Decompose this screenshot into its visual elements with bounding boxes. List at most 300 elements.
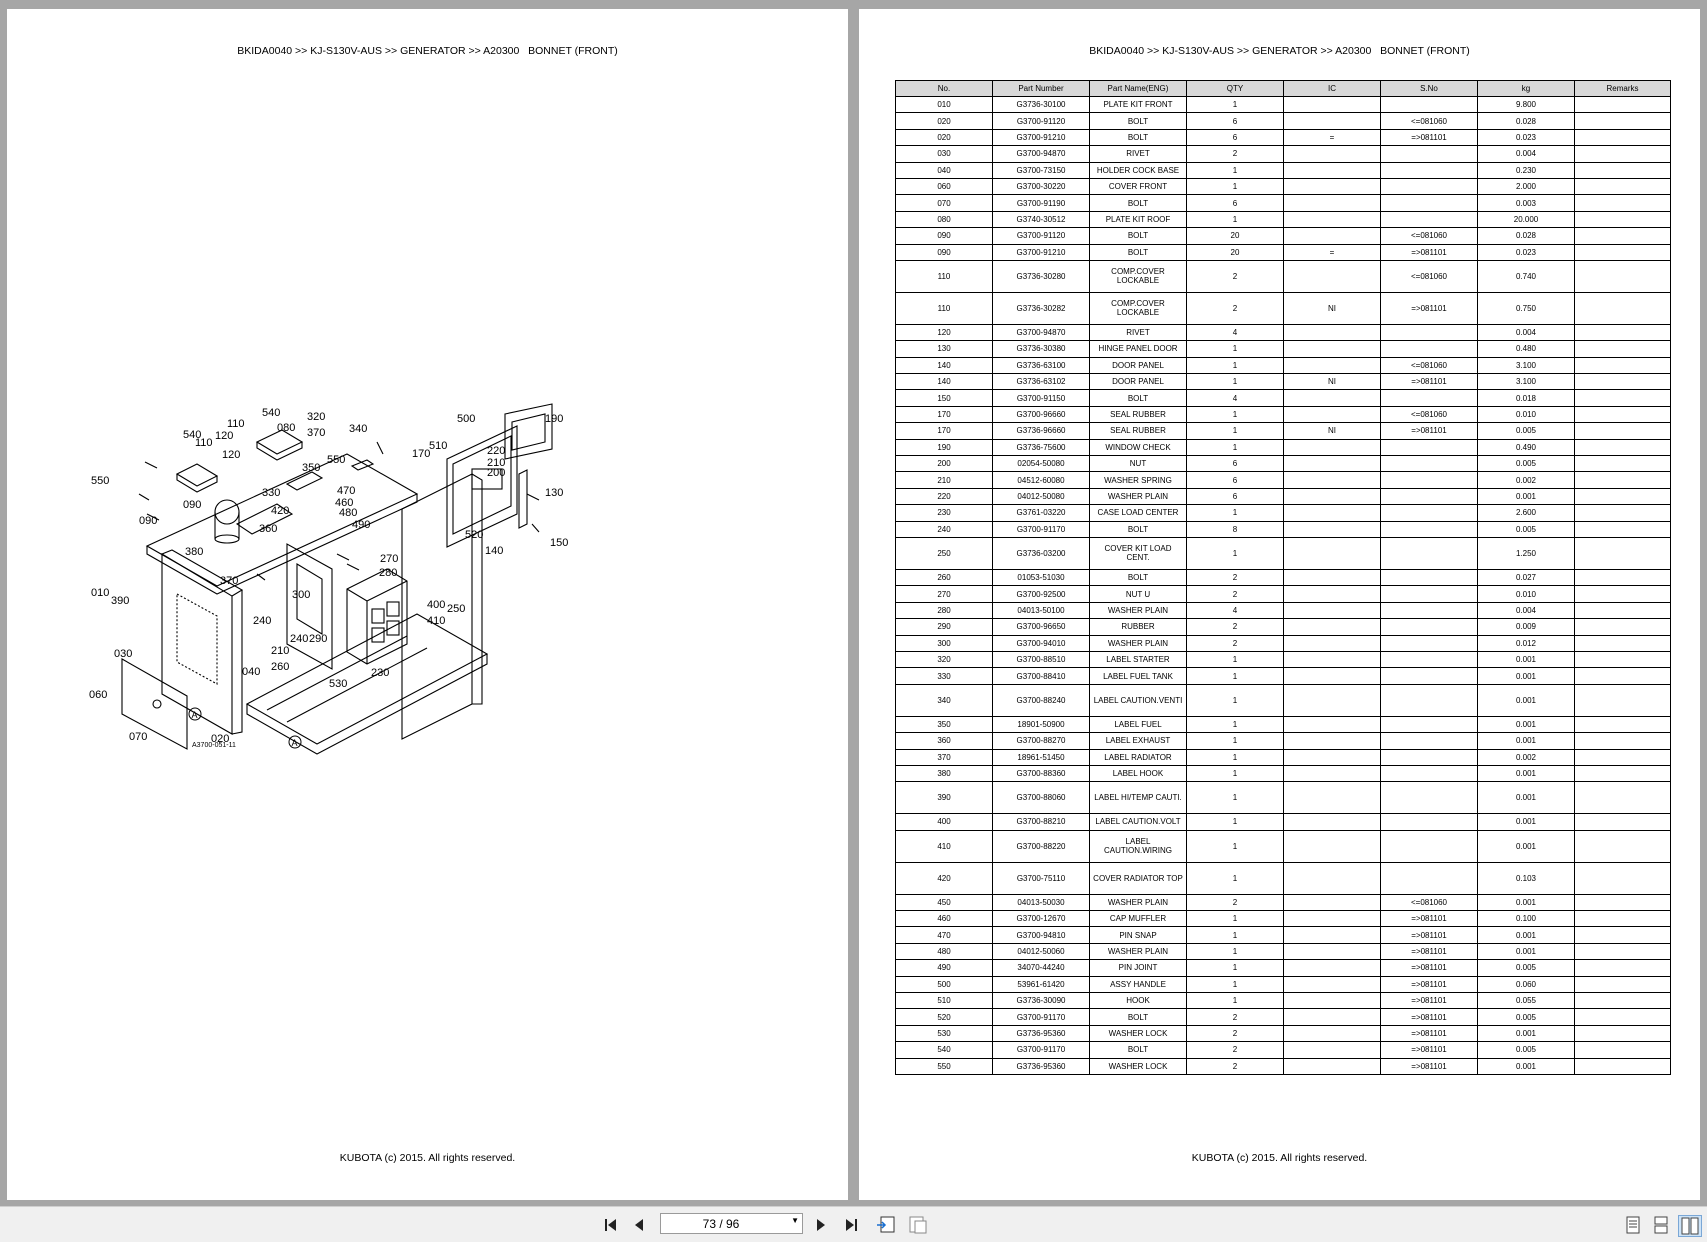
part-callout-320: 320 <box>307 411 326 423</box>
table-cell: 34070-44240 <box>993 960 1090 976</box>
table-cell: WASHER PLAIN <box>1090 894 1187 910</box>
table-cell <box>1575 911 1671 927</box>
part-callout-250: 250 <box>447 603 466 615</box>
reference-marker-label: A <box>191 710 198 720</box>
table-cell: 340 <box>896 684 993 716</box>
table-row <box>896 324 1671 340</box>
table-cell: 0.004 <box>1478 602 1575 618</box>
table-cell: WASHER PLAIN <box>1090 602 1187 618</box>
table-cell: G3700-30220 <box>993 178 1090 194</box>
table-cell: 190 <box>896 439 993 455</box>
table-cell: 0.002 <box>1478 749 1575 765</box>
table-cell <box>1575 505 1671 521</box>
last-page-icon[interactable] <box>840 1215 862 1235</box>
part-callout-300: 300 <box>292 589 311 601</box>
table-cell: 140 <box>896 357 993 373</box>
table-row <box>896 651 1671 667</box>
table-cell: G3700-88410 <box>993 668 1090 684</box>
fit-width-icon[interactable] <box>907 1215 929 1235</box>
table-cell: 2 <box>1187 292 1284 324</box>
table-row <box>896 894 1671 910</box>
table-cell <box>1575 862 1671 894</box>
table-cell: G3761-03220 <box>993 505 1090 521</box>
table-cell: 270 <box>896 586 993 602</box>
table-cell: 150 <box>896 390 993 406</box>
table-cell: 0.001 <box>1478 668 1575 684</box>
part-callout-530: 530 <box>329 678 348 690</box>
table-cell: NI <box>1284 423 1381 439</box>
part-callout-510: 510 <box>429 440 448 452</box>
table-row <box>896 178 1671 194</box>
table-cell <box>1284 439 1381 455</box>
table-cell: =>081101 <box>1381 129 1478 145</box>
table-row <box>896 976 1671 992</box>
table-cell <box>1284 324 1381 340</box>
table-cell: 6 <box>1187 113 1284 129</box>
table-cell <box>1284 782 1381 814</box>
table-cell: =>081101 <box>1381 960 1478 976</box>
table-row <box>896 244 1671 260</box>
table-cell <box>1284 472 1381 488</box>
table-cell <box>1284 260 1381 292</box>
table-cell: 04013-50100 <box>993 602 1090 618</box>
table-cell: 090 <box>896 244 993 260</box>
table-row <box>896 195 1671 211</box>
table-cell <box>1284 619 1381 635</box>
table-cell: G3700-91210 <box>993 129 1090 145</box>
table-cell: 350 <box>896 716 993 732</box>
table-cell <box>1575 1058 1671 1074</box>
table-row <box>896 1009 1671 1025</box>
table-row <box>896 292 1671 324</box>
table-cell: PIN JOINT <box>1090 960 1187 976</box>
table-cell <box>1575 292 1671 324</box>
table-cell <box>1381 684 1478 716</box>
table-cell <box>1381 178 1478 194</box>
part-callout-550: 550 <box>327 454 346 466</box>
single-page-view-icon[interactable] <box>1622 1215 1644 1235</box>
table-cell: 0.001 <box>1478 782 1575 814</box>
table-cell: 1 <box>1187 97 1284 113</box>
table-cell: 550 <box>896 1058 993 1074</box>
table-cell: G3736-30090 <box>993 993 1090 1009</box>
table-cell: <=081060 <box>1381 113 1478 129</box>
table-cell <box>1575 814 1671 830</box>
part-callout-090: 090 <box>183 499 202 511</box>
table-row <box>896 765 1671 781</box>
table-cell: 0.005 <box>1478 423 1575 439</box>
table-cell: 2 <box>1187 260 1284 292</box>
part-callout-350: 350 <box>302 462 321 474</box>
table-cell: =>081101 <box>1381 1025 1478 1041</box>
table-cell <box>1575 146 1671 162</box>
table-cell <box>1284 341 1381 357</box>
part-callout-330: 330 <box>262 487 281 499</box>
table-row <box>896 97 1671 113</box>
part-callout-480: 480 <box>339 507 358 519</box>
table-cell <box>1381 537 1478 569</box>
table-cell: HOLDER COCK BASE <box>1090 162 1187 178</box>
table-cell: 1 <box>1187 537 1284 569</box>
table-cell: LABEL RADIATOR <box>1090 749 1187 765</box>
table-cell: G3700-88060 <box>993 782 1090 814</box>
table-cell: <=081060 <box>1381 260 1478 292</box>
table-cell: 20 <box>1187 244 1284 260</box>
table-cell: 1 <box>1187 749 1284 765</box>
table-cell: 1 <box>1187 814 1284 830</box>
part-callout-070: 070 <box>129 731 148 743</box>
table-cell: 0.230 <box>1478 162 1575 178</box>
table-cell: <=081060 <box>1381 357 1478 373</box>
table-cell: G3700-96650 <box>993 619 1090 635</box>
table-cell <box>1575 927 1671 943</box>
table-cell: G3736-63102 <box>993 374 1090 390</box>
table-row <box>896 211 1671 227</box>
table-row <box>896 341 1671 357</box>
table-cell: 1 <box>1187 178 1284 194</box>
table-row <box>896 635 1671 651</box>
table-cell: =>081101 <box>1381 943 1478 959</box>
table-header-row <box>896 81 1671 97</box>
prev-page-icon[interactable] <box>628 1215 650 1235</box>
table-cell <box>1575 830 1671 862</box>
table-cell <box>1575 537 1671 569</box>
table-cell <box>1575 374 1671 390</box>
table-cell: 130 <box>896 341 993 357</box>
table-cell <box>1284 195 1381 211</box>
table-cell: 0.750 <box>1478 292 1575 324</box>
table-cell <box>1575 195 1671 211</box>
table-cell: 060 <box>896 178 993 194</box>
table-cell: 1 <box>1187 782 1284 814</box>
table-row <box>896 1042 1671 1058</box>
table-row <box>896 505 1671 521</box>
page-number-box[interactable] <box>660 1213 803 1234</box>
table-cell: BOLT <box>1090 228 1187 244</box>
callout-labels <box>89 407 568 748</box>
table-row <box>896 927 1671 943</box>
table-cell: WASHER PLAIN <box>1090 635 1187 651</box>
table-cell: 0.005 <box>1478 521 1575 537</box>
table-cell: 6 <box>1187 456 1284 472</box>
table-cell: 400 <box>896 814 993 830</box>
table-cell: 320 <box>896 651 993 667</box>
table-cell: =>081101 <box>1381 292 1478 324</box>
table-cell: G3700-91210 <box>993 244 1090 260</box>
table-cell: 1 <box>1187 927 1284 943</box>
table-cell: 230 <box>896 505 993 521</box>
table-cell <box>1381 814 1478 830</box>
table-cell: 240 <box>896 521 993 537</box>
table-cell <box>1284 716 1381 732</box>
table-row <box>896 472 1671 488</box>
table-row <box>896 374 1671 390</box>
part-callout-090: 090 <box>139 515 158 527</box>
table-cell: G3700-94010 <box>993 635 1090 651</box>
table-cell: 0.001 <box>1478 765 1575 781</box>
table-cell: =>081101 <box>1381 1042 1478 1058</box>
table-cell: BOLT <box>1090 244 1187 260</box>
table-cell: DOOR PANEL <box>1090 357 1187 373</box>
table-cell <box>1284 911 1381 927</box>
table-cell <box>1284 211 1381 227</box>
column-header: Remarks <box>1575 81 1671 97</box>
table-row <box>896 357 1671 373</box>
continuous-view-icon[interactable] <box>1650 1215 1672 1235</box>
table-cell: G3700-91170 <box>993 1042 1090 1058</box>
table-cell <box>1575 651 1671 667</box>
pdf-toolbar <box>0 1206 1707 1242</box>
table-cell: 220 <box>896 488 993 504</box>
part-callout-370: 370 <box>220 575 239 587</box>
table-cell <box>1284 749 1381 765</box>
table-cell <box>1284 178 1381 194</box>
table-cell <box>1381 619 1478 635</box>
table-cell: 0.001 <box>1478 927 1575 943</box>
table-cell <box>1284 1009 1381 1025</box>
first-page-icon[interactable] <box>600 1215 622 1235</box>
table-row <box>896 602 1671 618</box>
table-row <box>896 406 1671 422</box>
table-cell: SEAL RUBBER <box>1090 406 1187 422</box>
table-cell: 1 <box>1187 374 1284 390</box>
table-cell: 0.027 <box>1478 569 1575 585</box>
table-cell: 6 <box>1187 472 1284 488</box>
table-cell: 0.740 <box>1478 260 1575 292</box>
table-cell <box>1284 993 1381 1009</box>
table-cell: 090 <box>896 228 993 244</box>
table-cell: 0.055 <box>1478 993 1575 1009</box>
table-row <box>896 488 1671 504</box>
table-cell: WASHER SPRING <box>1090 472 1187 488</box>
table-cell <box>1284 668 1381 684</box>
table-cell: 020 <box>896 129 993 145</box>
table-cell <box>1284 765 1381 781</box>
part-callout-020: 020 <box>211 733 230 745</box>
table-cell: G3736-95360 <box>993 1025 1090 1041</box>
table-cell <box>1284 521 1381 537</box>
part-callout-340: 340 <box>349 423 368 435</box>
table-cell: 450 <box>896 894 993 910</box>
table-cell <box>1381 505 1478 521</box>
table-cell: G3736-75600 <box>993 439 1090 455</box>
table-cell <box>1575 943 1671 959</box>
table-cell: G3736-30282 <box>993 292 1090 324</box>
two-page-view-icon[interactable] <box>1678 1215 1702 1237</box>
table-cell <box>1381 733 1478 749</box>
part-callout-500: 500 <box>457 413 476 425</box>
part-callout-110: 110 <box>195 437 213 449</box>
table-cell: NUT <box>1090 456 1187 472</box>
table-cell: 53961-61420 <box>993 976 1090 992</box>
chevron-down-icon[interactable]: ▼ <box>791 1216 799 1225</box>
table-cell: 1 <box>1187 651 1284 667</box>
table-cell: 1 <box>1187 406 1284 422</box>
table-cell: G3700-92500 <box>993 586 1090 602</box>
table-cell <box>1381 341 1478 357</box>
part-callout-360: 360 <box>259 523 278 535</box>
table-cell <box>1575 668 1671 684</box>
next-page-icon[interactable] <box>810 1215 832 1235</box>
table-cell: 2 <box>1187 1058 1284 1074</box>
table-cell: 2.000 <box>1478 178 1575 194</box>
table-cell: 2 <box>1187 1009 1284 1025</box>
table-cell: 0.003 <box>1478 195 1575 211</box>
right-page <box>859 9 1700 1200</box>
table-cell: 0.018 <box>1478 390 1575 406</box>
part-callout-140: 140 <box>485 545 504 557</box>
page-header: BKIDA0040 >> KJ-S130V-AUS >> GENERATOR >> A20300 BONNET (FRONT) <box>237 45 618 57</box>
table-cell: 1 <box>1187 911 1284 927</box>
table-cell: G3700-94870 <box>993 324 1090 340</box>
table-cell: 8 <box>1187 521 1284 537</box>
table-cell <box>1284 228 1381 244</box>
table-cell: G3700-91120 <box>993 113 1090 129</box>
table-cell <box>1381 569 1478 585</box>
table-cell: LABEL CAUTION.WIRING <box>1090 830 1187 862</box>
table-cell: LABEL HOOK <box>1090 765 1187 781</box>
table-cell: DOOR PANEL <box>1090 374 1187 390</box>
table-cell: 010 <box>896 97 993 113</box>
table-cell <box>1575 1025 1671 1041</box>
table-cell: <=081060 <box>1381 894 1478 910</box>
table-cell: LABEL STARTER <box>1090 651 1187 667</box>
table-cell <box>1381 97 1478 113</box>
table-cell: 1 <box>1187 862 1284 894</box>
table-cell: 470 <box>896 927 993 943</box>
part-callout-540: 540 <box>262 407 281 419</box>
table-cell: LABEL HI/TEMP CAUTI. <box>1090 782 1187 814</box>
table-cell <box>1381 146 1478 162</box>
column-header: Part Name(ENG) <box>1090 81 1187 97</box>
table-cell <box>1575 97 1671 113</box>
table-row <box>896 456 1671 472</box>
table-cell: 030 <box>896 146 993 162</box>
table-cell <box>1575 260 1671 292</box>
table-cell: 4 <box>1187 324 1284 340</box>
part-callout-130: 130 <box>545 487 564 499</box>
table-cell: 4 <box>1187 602 1284 618</box>
table-cell: 2 <box>1187 894 1284 910</box>
table-cell <box>1575 211 1671 227</box>
table-cell <box>1381 195 1478 211</box>
table-cell: 0.001 <box>1478 684 1575 716</box>
table-cell <box>1284 960 1381 976</box>
table-cell: G3700-88220 <box>993 830 1090 862</box>
part-callout-200: 200 <box>487 467 506 479</box>
table-cell <box>1575 423 1671 439</box>
table-cell: G3736-96660 <box>993 423 1090 439</box>
table-cell: 040 <box>896 162 993 178</box>
table-cell: 01053-51030 <box>993 569 1090 585</box>
part-callout-060: 060 <box>89 689 108 701</box>
diagram-code: A3700-051-11 <box>192 742 236 749</box>
table-cell: G3700-91150 <box>993 390 1090 406</box>
table-cell <box>1575 976 1671 992</box>
table-cell: 480 <box>896 943 993 959</box>
table-cell: G3700-88360 <box>993 765 1090 781</box>
table-cell: <=081060 <box>1381 406 1478 422</box>
table-row <box>896 684 1671 716</box>
table-cell <box>1284 1058 1381 1074</box>
table-cell: G3700-88240 <box>993 684 1090 716</box>
table-cell: RIVET <box>1090 146 1187 162</box>
table-cell <box>1381 456 1478 472</box>
table-cell <box>1575 894 1671 910</box>
table-cell <box>1575 1009 1671 1025</box>
table-cell: 2 <box>1187 1042 1284 1058</box>
part-callout-080: 080 <box>277 422 296 434</box>
page-number-input[interactable] <box>661 1214 781 1233</box>
table-cell: 1 <box>1187 341 1284 357</box>
table-cell: G3700-94810 <box>993 927 1090 943</box>
table-cell: =>081101 <box>1381 911 1478 927</box>
table-row <box>896 260 1671 292</box>
table-cell: 2.600 <box>1478 505 1575 521</box>
table-cell: LABEL EXHAUST <box>1090 733 1187 749</box>
table-row <box>896 569 1671 585</box>
table-cell: 070 <box>896 195 993 211</box>
table-cell <box>1381 472 1478 488</box>
part-callout-230: 230 <box>371 667 390 679</box>
table-cell: 020 <box>896 113 993 129</box>
table-cell: 1 <box>1187 162 1284 178</box>
page-footer: KUBOTA (c) 2015. All rights reserved. <box>339 1152 516 1164</box>
table-cell <box>1575 178 1671 194</box>
part-callout-240: 240 <box>253 615 272 627</box>
table-cell: 9.800 <box>1478 97 1575 113</box>
table-cell: 04013-50030 <box>993 894 1090 910</box>
table-cell <box>1284 635 1381 651</box>
table-cell <box>1284 113 1381 129</box>
table-cell: SEAL RUBBER <box>1090 423 1187 439</box>
table-cell: =>081101 <box>1381 976 1478 992</box>
table-cell: CASE LOAD CENTER <box>1090 505 1187 521</box>
table-cell: 4 <box>1187 390 1284 406</box>
table-cell: 0.001 <box>1478 943 1575 959</box>
page-footer: KUBOTA (c) 2015. All rights reserved. <box>1191 1152 1368 1164</box>
table-cell <box>1575 456 1671 472</box>
table-cell: 0.005 <box>1478 960 1575 976</box>
table-cell <box>1575 960 1671 976</box>
table-cell: 460 <box>896 911 993 927</box>
table-cell: RIVET <box>1090 324 1187 340</box>
page-header: BKIDA0040 >> KJ-S130V-AUS >> GENERATOR >> A20300 BONNET (FRONT) <box>1089 45 1470 57</box>
table-cell: 0.001 <box>1478 716 1575 732</box>
table-cell: 1 <box>1187 423 1284 439</box>
table-cell: COMP.COVER LOCKABLE <box>1090 260 1187 292</box>
table-cell <box>1575 782 1671 814</box>
column-header: S.No <box>1381 81 1478 97</box>
table-cell <box>1575 390 1671 406</box>
table-cell: 0.001 <box>1478 488 1575 504</box>
part-callout-210: 210 <box>271 645 290 657</box>
table-cell <box>1575 716 1671 732</box>
table-cell: WASHER LOCK <box>1090 1058 1187 1074</box>
table-cell: 04012-50080 <box>993 488 1090 504</box>
table-cell <box>1381 668 1478 684</box>
table-cell: 0.480 <box>1478 341 1575 357</box>
table-cell: 04512-60080 <box>993 472 1090 488</box>
part-callout-400: 400 <box>427 599 446 611</box>
table-row <box>896 586 1671 602</box>
table-cell: 18961-51450 <box>993 749 1090 765</box>
fit-page-icon[interactable] <box>875 1215 897 1235</box>
table-row <box>896 129 1671 145</box>
table-cell: =>081101 <box>1381 993 1478 1009</box>
table-row <box>896 619 1671 635</box>
table-row <box>896 537 1671 569</box>
